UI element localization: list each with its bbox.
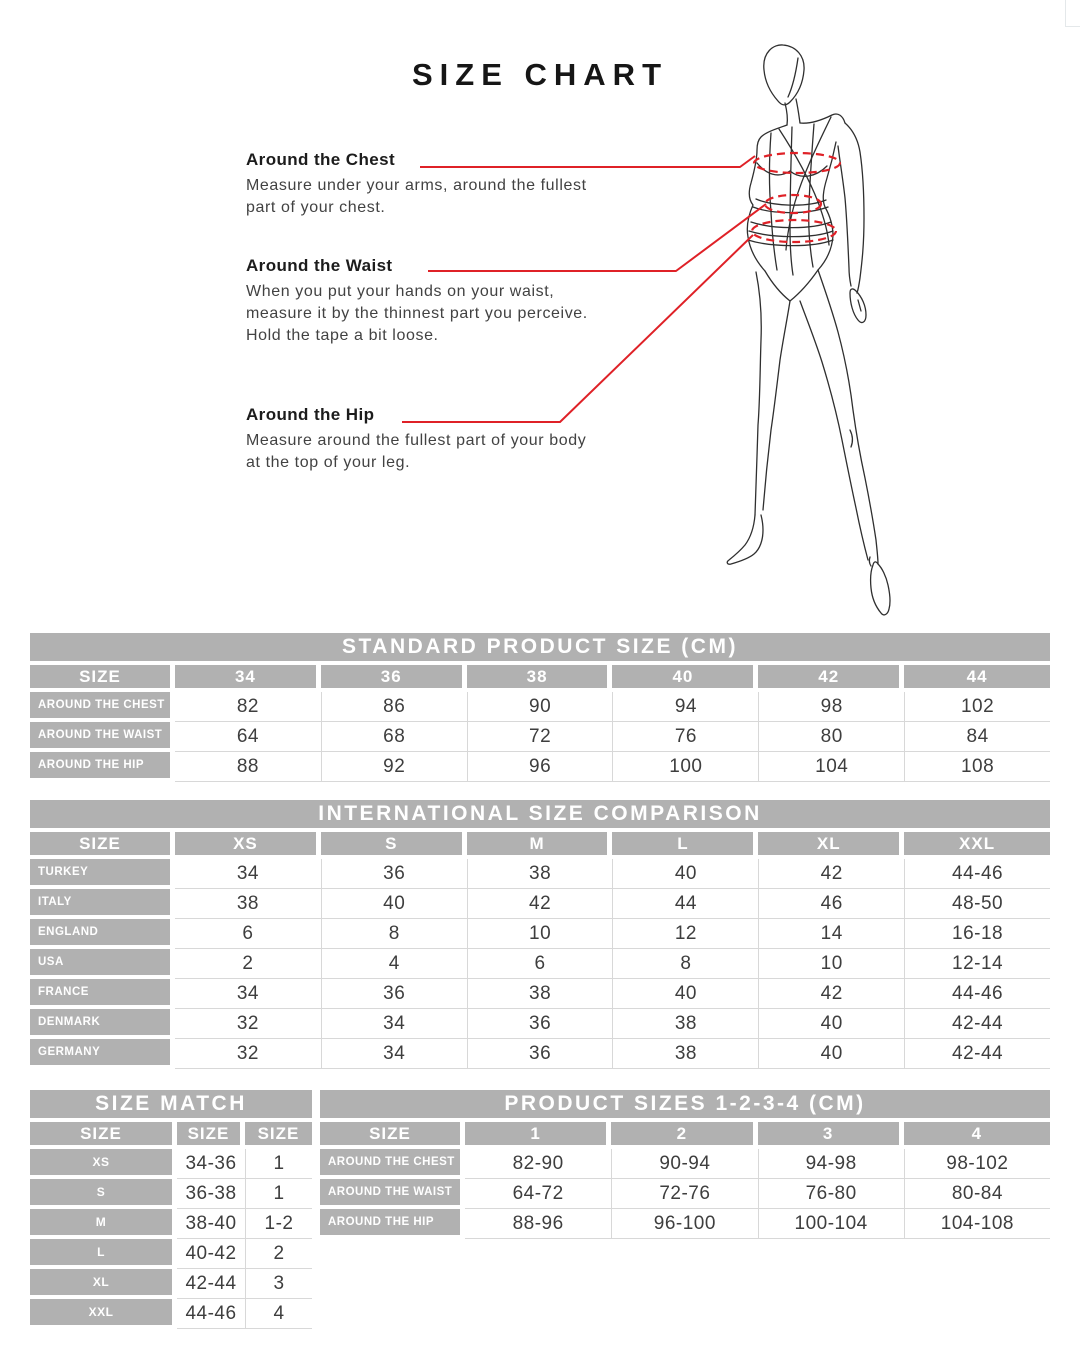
column-header: 4 [904, 1122, 1050, 1149]
table-cell: 96 [467, 752, 613, 782]
table-cell: 34-36 [177, 1149, 245, 1179]
column-header: L [612, 832, 758, 859]
column-header: XL [758, 832, 904, 859]
table-cell: 36 [467, 1009, 613, 1039]
table-cell: 82-90 [465, 1149, 611, 1179]
table-cell: 76-80 [758, 1179, 904, 1209]
table-cell: 88-96 [465, 1209, 611, 1239]
table-cell: 40 [758, 1009, 904, 1039]
table-grid [30, 832, 1050, 1069]
table-cell: 36 [321, 859, 467, 889]
table-cell: 94 [612, 692, 758, 722]
table-cell: 34 [175, 859, 321, 889]
table-cell: 80 [758, 722, 904, 752]
table-cell: 12-14 [904, 949, 1050, 979]
table-cell: 10 [758, 949, 904, 979]
table-corner-header: SIZE [30, 1122, 177, 1149]
table-cell: 102 [904, 692, 1050, 722]
row-label: GERMANY [30, 1039, 175, 1069]
annotation-waist-heading: Around the Waist [246, 256, 393, 275]
column-header: SIZE [177, 1122, 245, 1149]
row-label: AROUND THE WAIST [320, 1179, 465, 1209]
row-label: XXL [30, 1299, 177, 1329]
table-cell: 100 [612, 752, 758, 782]
table-cell: 38 [612, 1009, 758, 1039]
table-cell: 8 [321, 919, 467, 949]
cropped-corner-artifact [1065, 0, 1080, 27]
row-label: TURKEY [30, 859, 175, 889]
table-cell: 32 [175, 1039, 321, 1069]
page-title: SIZE CHART [412, 56, 668, 92]
croquis-outline [727, 45, 890, 615]
table-cell: 34 [321, 1009, 467, 1039]
table-cell: 4 [245, 1299, 312, 1329]
row-label: AROUND THE HIP [30, 752, 175, 782]
table-cell: 10 [467, 919, 613, 949]
annotation-waist [246, 256, 616, 347]
table-cell: 92 [321, 752, 467, 782]
table-cell: 76 [612, 722, 758, 752]
table-cell: 6 [467, 949, 613, 979]
table-cell: 64 [175, 722, 321, 752]
table-cell: 44-46 [904, 979, 1050, 1009]
table-title: STANDARD PRODUCT SIZE (CM) [30, 633, 1050, 661]
table-cell: 8 [612, 949, 758, 979]
column-header: XS [175, 832, 321, 859]
annotation-hip [246, 405, 601, 474]
row-label: DENMARK [30, 1009, 175, 1039]
row-label: XS [30, 1149, 177, 1179]
annotation-hip-body: Measure around the fullest part of your body at the top of your leg. [246, 432, 587, 471]
table-cell: 3 [245, 1269, 312, 1299]
annotation-hip-heading: Around the Hip [246, 405, 375, 424]
row-label: AROUND THE WAIST [30, 722, 175, 752]
column-header: 38 [467, 665, 613, 692]
international-size-comparison-table [30, 800, 1050, 1069]
table-corner-header: SIZE [320, 1122, 465, 1149]
column-header: 40 [612, 665, 758, 692]
table-cell: 42-44 [904, 1009, 1050, 1039]
table-cell: 104-108 [904, 1209, 1050, 1239]
table-cell: 98 [758, 692, 904, 722]
annotation-chest-heading: Around the Chest [246, 150, 396, 169]
column-header: 1 [465, 1122, 611, 1149]
table-cell: 68 [321, 722, 467, 752]
table-cell: 40-42 [177, 1239, 245, 1269]
column-header: 2 [611, 1122, 757, 1149]
table-cell: 80-84 [904, 1179, 1050, 1209]
table-cell: 36 [467, 1039, 613, 1069]
column-header: SIZE [245, 1122, 312, 1149]
row-label: AROUND THE CHEST [30, 692, 175, 722]
table-cell: 104 [758, 752, 904, 782]
table-cell: 38 [467, 979, 613, 1009]
annotation-chest-body: Measure under your arms, around the fullest part of your chest. [246, 177, 587, 216]
table-cell: 46 [758, 889, 904, 919]
table-cell: 42 [758, 859, 904, 889]
row-label: ITALY [30, 889, 175, 919]
table-cell: 12 [612, 919, 758, 949]
table-cell: 44 [612, 889, 758, 919]
table-cell: 34 [175, 979, 321, 1009]
table-cell: 44-46 [904, 859, 1050, 889]
table-cell: 44-46 [177, 1299, 245, 1329]
table-cell: 42 [758, 979, 904, 1009]
table-grid [30, 1122, 312, 1329]
table-cell: 4 [321, 949, 467, 979]
table-cell: 72-76 [611, 1179, 757, 1209]
table-cell: 2 [175, 949, 321, 979]
column-header: 42 [758, 665, 904, 692]
table-cell: 42-44 [904, 1039, 1050, 1069]
row-label: ENGLAND [30, 919, 175, 949]
table-cell: 6 [175, 919, 321, 949]
column-header: S [321, 832, 467, 859]
table-cell: 94-98 [758, 1149, 904, 1179]
table-title: INTERNATIONAL SIZE COMPARISON [30, 800, 1050, 828]
chest-measure-ellipse [754, 153, 840, 173]
column-header: M [467, 832, 613, 859]
hip-measure-ellipse [752, 220, 836, 242]
table-title: SIZE MATCH [30, 1090, 312, 1118]
table-cell: 40 [612, 979, 758, 1009]
table-corner-header: SIZE [30, 665, 175, 692]
table-cell: 86 [321, 692, 467, 722]
annotation-waist-body: When you put your hands on your waist, measure it by the thinnest part you perceive. Hold the tape a bit loose. [246, 283, 588, 344]
table-cell: 82 [175, 692, 321, 722]
table-grid [30, 665, 1050, 782]
table-cell: 36 [321, 979, 467, 1009]
table-cell: 108 [904, 752, 1050, 782]
annotation-chest [246, 150, 591, 219]
table-cell: 1 [245, 1179, 312, 1209]
table-cell: 38 [467, 859, 613, 889]
row-label: AROUND THE HIP [320, 1209, 465, 1239]
table-cell: 72 [467, 722, 613, 752]
table-corner-header: SIZE [30, 832, 175, 859]
row-label: S [30, 1179, 177, 1209]
table-cell: 42-44 [177, 1269, 245, 1299]
table-cell: 36-38 [177, 1179, 245, 1209]
product-sizes-1-2-3-4-table [320, 1090, 1050, 1239]
column-header: 44 [904, 665, 1050, 692]
table-cell: 14 [758, 919, 904, 949]
column-header: XXL [904, 832, 1050, 859]
table-cell: 42 [467, 889, 613, 919]
table-cell: 38 [612, 1039, 758, 1069]
column-header: 3 [758, 1122, 904, 1149]
table-cell: 1 [245, 1149, 312, 1179]
table-cell: 1-2 [245, 1209, 312, 1239]
table-cell: 84 [904, 722, 1050, 752]
table-cell: 40 [758, 1039, 904, 1069]
table-cell: 40 [321, 889, 467, 919]
column-header: 34 [175, 665, 321, 692]
row-label: FRANCE [30, 979, 175, 1009]
table-cell: 90-94 [611, 1149, 757, 1179]
size-match-table [30, 1090, 312, 1329]
row-label: L [30, 1239, 177, 1269]
table-cell: 16-18 [904, 919, 1050, 949]
table-cell: 40 [612, 859, 758, 889]
table-grid [320, 1122, 1050, 1239]
table-cell: 48-50 [904, 889, 1050, 919]
table-cell: 38 [175, 889, 321, 919]
standard-product-size-table [30, 633, 1050, 782]
row-label: XL [30, 1269, 177, 1299]
row-label: USA [30, 949, 175, 979]
table-cell: 2 [245, 1239, 312, 1269]
table-cell: 88 [175, 752, 321, 782]
table-title: PRODUCT SIZES 1-2-3-4 (CM) [320, 1090, 1050, 1118]
column-header: 36 [321, 665, 467, 692]
table-cell: 32 [175, 1009, 321, 1039]
table-cell: 38-40 [177, 1209, 245, 1239]
row-label: AROUND THE CHEST [320, 1149, 465, 1179]
table-cell: 96-100 [611, 1209, 757, 1239]
table-cell: 64-72 [465, 1179, 611, 1209]
table-cell: 98-102 [904, 1149, 1050, 1179]
table-cell: 90 [467, 692, 613, 722]
table-cell: 100-104 [758, 1209, 904, 1239]
table-cell: 34 [321, 1039, 467, 1069]
row-label: M [30, 1209, 177, 1239]
